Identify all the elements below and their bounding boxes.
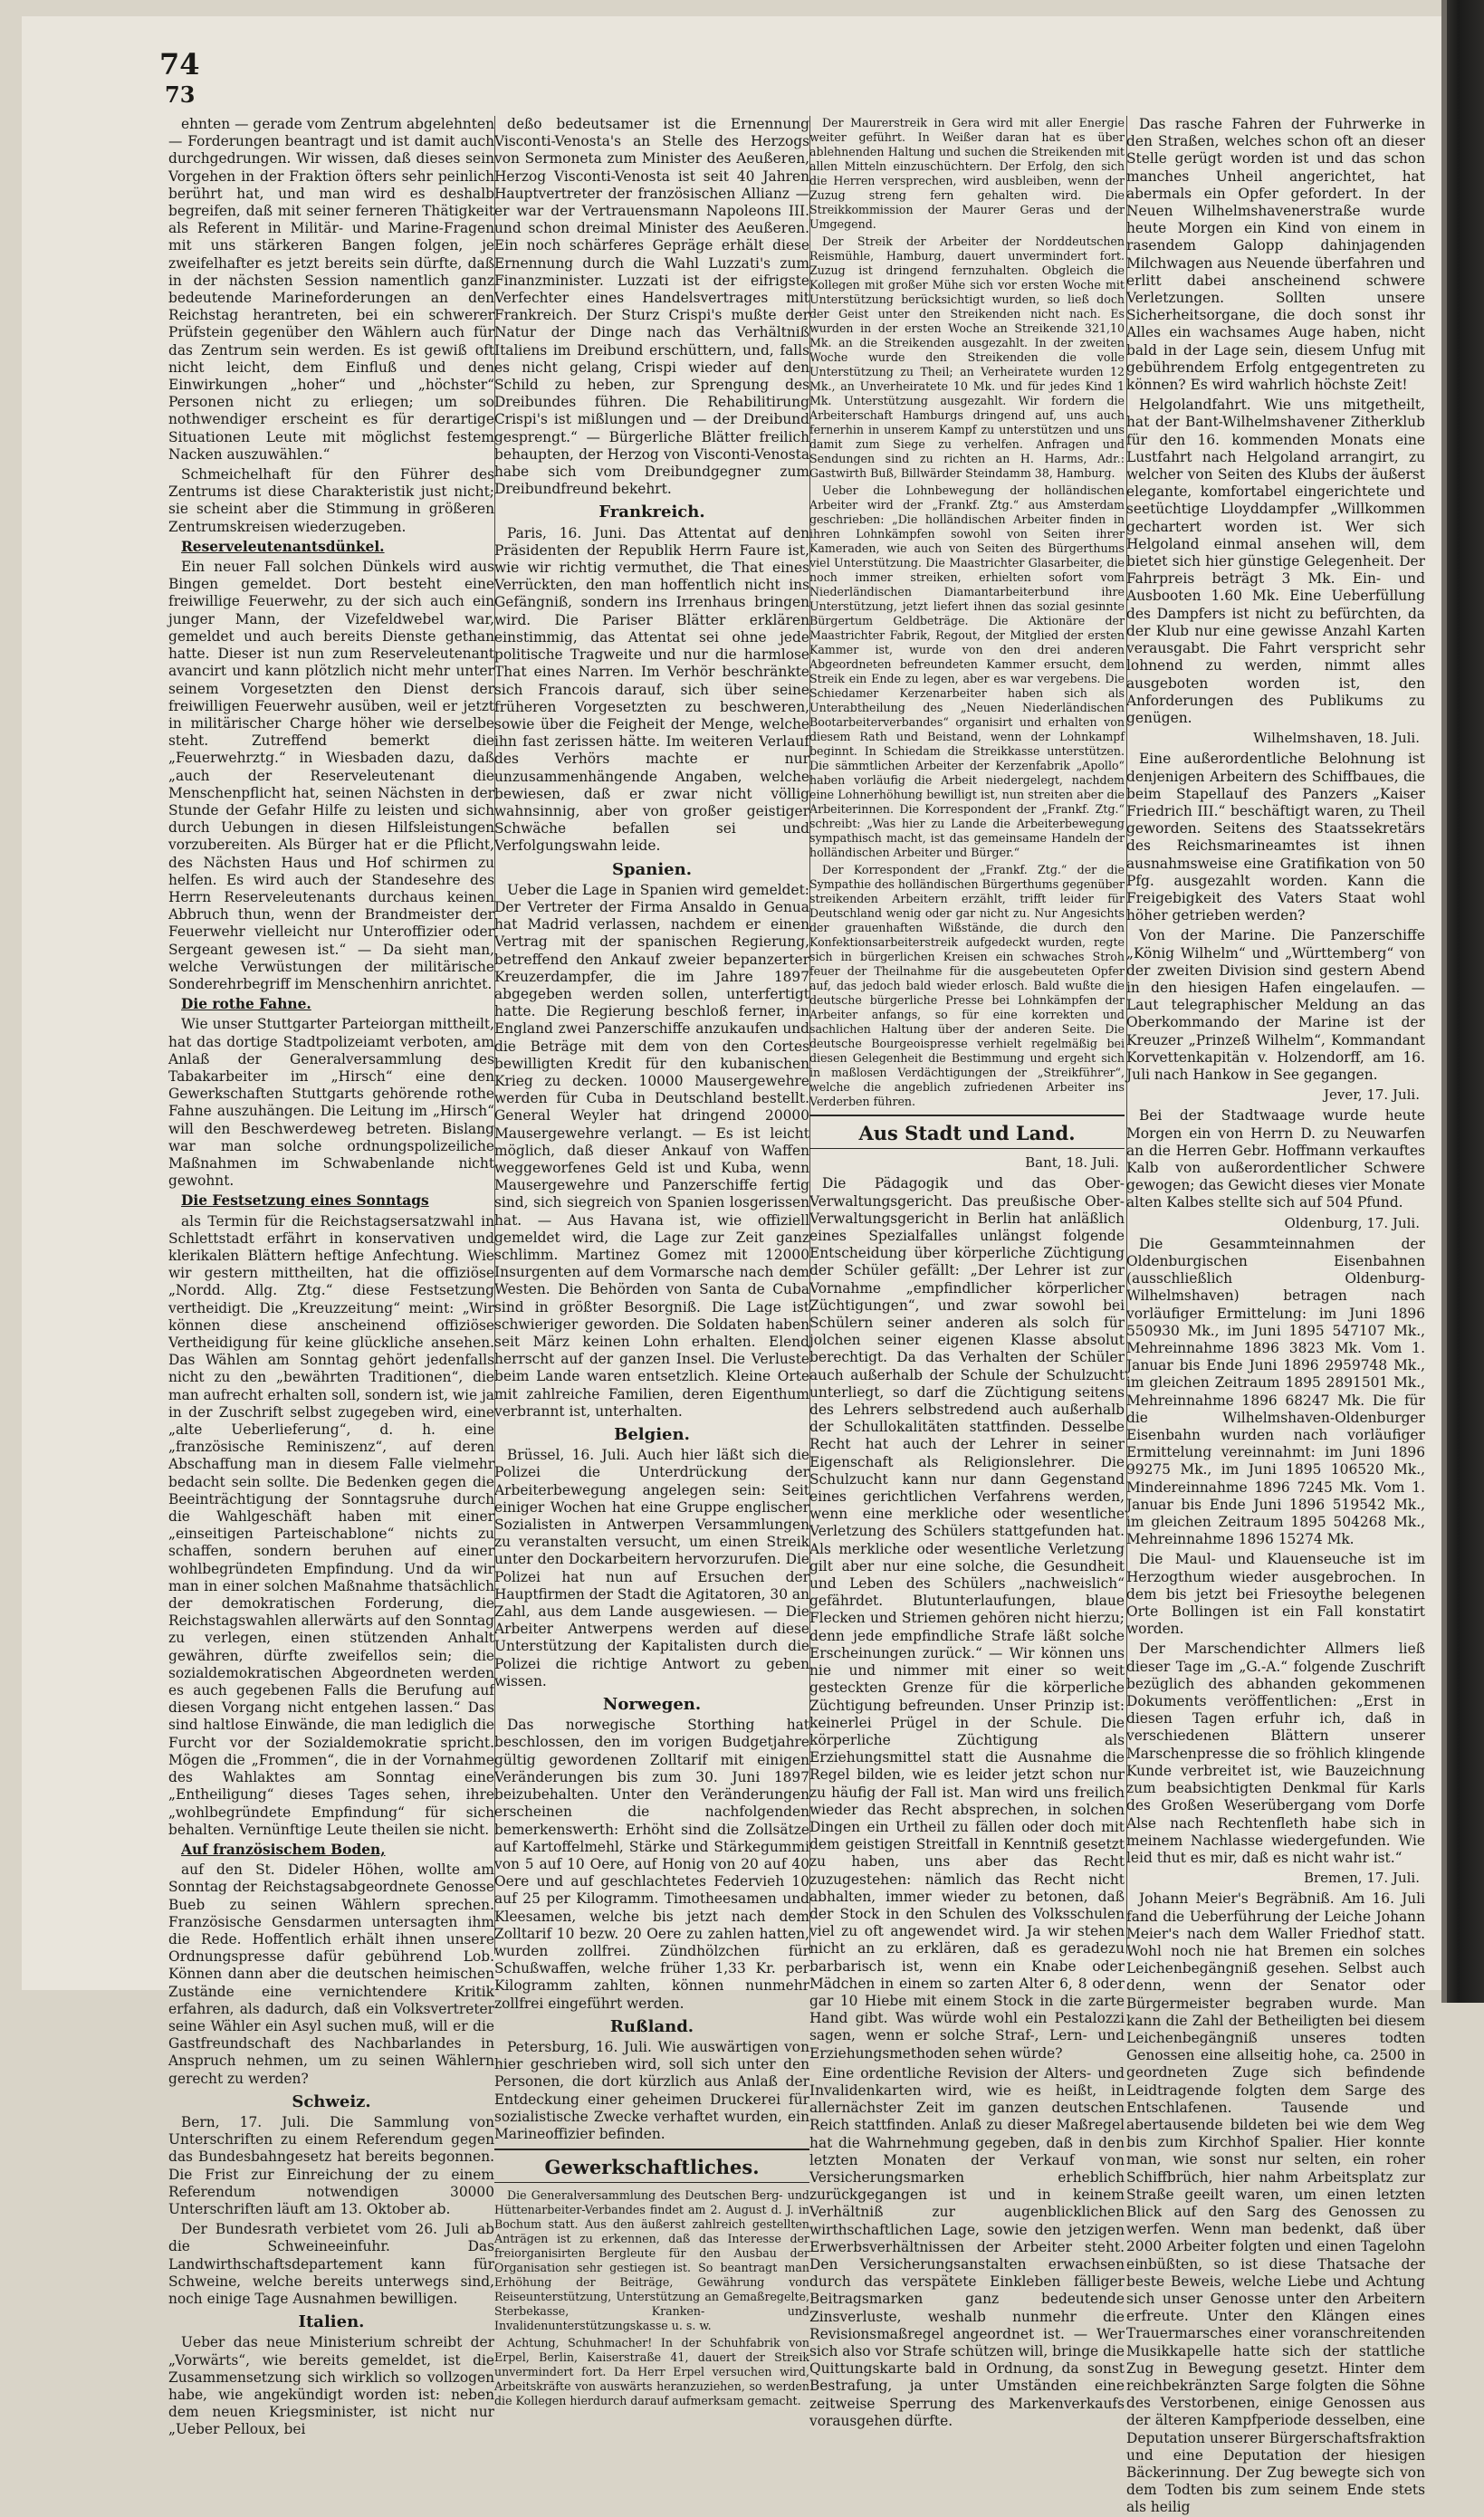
headline-fahne: Die rothe Fahne. xyxy=(181,996,311,1013)
paragraph: Die Gesammteinnahmen der Oldenburgischen Eisenbahnen (ausschließlich Oldenburg-Wilhelmshaven) betragen nach vorläufiger Ermittelung: im Juni 1896 550930 Mk., im Juni 1895 547107 Mk., Mehreinnahme 1896 3823 Mk. Vom 1. Januar bis Ende Juni 1896 2959748 Mk., im gleichen Zeitraum 1895 2891501 Mk., Mehreinnahme 1896 68247 Mk. Die für die Wilhelmshaven-Oldenburger Eisenbahn wurden nach vorläufiger Ermittelung vereinnahmt: im Juni 1896 99275 Mk., im Juni 1895 106520 Mk., Mindereinnahme 1896 7245 Mk. Vom 1. Januar bis Ende Juni 1896 519542 Mk., im gleichen Zeitraum 1895 504268 Mk., Mehreinnahme 1896 15274 Mk. xyxy=(1126,1235,1425,1548)
section-heading-norwegen: Norwegen. xyxy=(602,1695,702,1715)
paragraph: Bern, 17. Juli. Die Sammlung von Unterschriften zu einem Referendum gegen das Bundesbahngesetz hat bereits begonnen. Die Frist zur Einreichung der zu einem Referendum notwendigen 30000 Unterschriften läuft am 13. Oktober ab. xyxy=(168,2113,494,2217)
paragraph-small: Der Streik der Arbeiter der Norddeutschen Reismühle, Hamburg, dauert unvermindert fort. Zuzug ist dringend fernzuhalten. Obgleich die Kollegen mit großer Mühe sich vor ersten Woche mit Unterstützung berücksichtigt wurden, so ließ doch der Geist unter den Streikenden nicht nach. Es wurden in der ersten Woche an Streikende 321,10 Mk. an die Streikenden ausgezahlt. In der zweiten Woche wurde den Streikenden die volle Unterstützung zu Theil; an Verheiratete wurden 12 Mk., an Unverheiratete 10 Mk. und für jedes Kind 1 Mk. Unterstützung ausgezahlt. Wir fordern die Arbeiterschaft Hamburgs dringend auf, uns auch fernerhin in unserem Kampf zu unterstützen und uns damit zum Siege zu verhelfen. Anfragen und Sendungen sind zu richten an H. Harms, Adr.: Gastwirth Buß, Billwärder Steindamm 38, Hamburg. xyxy=(809,234,1125,480)
paragraph: Der Marschendichter Allmers ließ dieser Tage im „G.-A.“ folgende Zuschrift bezüglich des abhanden gekommenen Dokuments veröffentlichen: „Erst in diesen Tagen erfuhr ich, daß in verschiedenen Blättern unserer Marschenpresse die so fröhlich klingende Kunde verbreitet ist, wie Bauzeichnung zum beabsichtigten Denkmal für Karls des Großen Weserübergang vom Dorfe Alse nach Rechtenfleth habe sich in meinem Nachlasse wiedergefunden. Wie leid thut es mir, daß es nicht wahr ist.“ xyxy=(1126,1641,1425,1866)
paragraph: Brüssel, 16. Juli. Auch hier läßt sich die Polizei die Unterdrückung der Arbeiterbewegung angelegen sein: Seit einiger Wochen hat eine Gruppe englischer Sozialisten in Antwerpen Versammlungen zu veranstalten versucht, um einen Streik unter den Dockarbeitern hervorzurufen. Die Polizei hat nun auf Ersuchen der Hauptfirmen der Stadt die Agitatoren, 30 an Zahl, aus dem Lande ausgewiesen. — Die Arbeiter Antwerpens werden auf diese Unterstützung der Kapitalisten durch die Polizei die richtige Antwort zu geben wissen. xyxy=(494,1447,809,1689)
column-2 xyxy=(494,116,809,2408)
paragraph: Die Maul- und Klauenseuche ist im Herzogthum wieder ausgebrochen. In dem bis jetzt bei Friesoythe belegenen Orte Bollingen ist ein Fall konstatirt worden. xyxy=(1126,1551,1425,1638)
paragraph: Der Bundesrath verbietet vom 26. Juli ab die Schweineeinfuhr. Das Landwirthschaftsdepartement kann für Schweine, welche bereits unterwegs sind, noch einige Tage Ausnahmen bewilligen. xyxy=(168,2221,494,2307)
headline-boden: Auf französischem Boden, xyxy=(181,1841,386,1858)
section-heading-schweiz: Schweiz. xyxy=(292,2091,371,2111)
paragraph: Das norwegische Storthing hat beschlossen, den im vorigen Budgetjahre gültig gewordenen Zolltarif mit einigen Veränderungen bis zum 30. Juni 1897 beizubehalten. Unter den Veränderungen erscheinen die nachfolgenden bemerkenswerth: Erhöht sind die Zollsätze auf Kartoffelmehl, Stärke und Stärkegummi von 5 auf 10 Oere, auf Honig von 20 auf 40 Oere und auf geschlachtetes Federvieh 10 auf 25 per Kilogramm. Timotheesamen und Kleesamen, welche bis jetzt nach dem Zolltarif 10 bezw. 20 Oere zu zahlen hatten, wurden zollfrei. Zündhölzchen für Schußwaffen, welche früher 1,33 Kr. per Kilogramm zahlten, können nunmehr zollfrei eingeführt werden. xyxy=(494,1717,809,2012)
paragraph: auf den St. Dideler Höhen, wollte am Sonntag der Reichstagsabgeordnete Genosse Bueb zu seinen Wählern sprechen. Französische Gensdarmen untersagten ihm die Rede. Hoffentlich erhält ihnen unsere Ordnungspresse dafür gebührend Lob. Können dann aber die deutschen heimischen Zustände eine vernichtendere Kritik erfahren, als dadurch, daß ein Volksvertreter seine Wähler ein Asyl suchen muß, will er die Gastfreundschaft des Nachbarlandes in Anspruch nehmen, um zu seinen Wählern gerecht zu werden? xyxy=(168,1861,494,2087)
headline-sonntag: Die Festsetzung eines Sonntags xyxy=(181,1192,429,1210)
paragraph: ehnten — gerade vom Zentrum abgelehnten — Forderungen beantragt und ist damit auch durchgedrungen. Wir wissen, daß dieses sein Vorgehen in der Fraktion öfters sehr peinlich berührt hat, und man wird es deshalb begreifen, daß mit seiner ferneren Thätigkeit als Referent in Militär- und Marine-Fragen mit uns stärkeren Bangen folgen, je zweifelhafter es jetzt bereits sein dürfte, daß in der nächsten Session namentlich ganz bedeutende Marineforderungen an den Reichstag herantreten, bei ein schwerer Prüfstein gegenüber den Wählern auch für das Zentrum sein werden. Es ist gewiß oft nicht leicht, dem Einfluß und den Einwirkungen „hoher“ und „höchster“ Personen nicht zu erliegen; um so nothwendiger erscheint es für derartige Situationen Leute mit möglichst festem Nacken auszuwählen.“ xyxy=(168,116,494,463)
column-1 xyxy=(168,116,494,2438)
section-heading-italien: Italien. xyxy=(298,2312,365,2332)
paragraph: Paris, 16. Juni. Das Attentat auf den Präsidenten der Republik Herrn Faure ist, wie wir richtig vermuthet, die That eines Verrückten, den man hoffentlich nicht ins Gefängniß, sondern ins Irrenhaus bringen wird. Die Pariser Blätter erklären einstimmig, das Attentat sei ohne jede politische Tragweite und nur die harmlose That eines Narren. Im Verhör beschränkte sich Francois darauf, sich über seine früheren Vorgesetzten zu beschweren, sowie über die Feigheit der Menge, welche ihn fast zerissen hätte. Im weiteren Verlauf des Verhörs machte er nur unzusammenhängende Angaben, welche bewiesen, daß er zwar nicht völlig wahnsinnig, aber von großer geistiger Schwäche befallen sei und Verfolgungswahn leide. xyxy=(494,524,809,855)
section-heading-frankreich: Frankreich. xyxy=(598,502,705,522)
paragraph: Johann Meier's Begräbniß. Am 16. Juli fand die Ueberführung der Leiche Johann Meier's nach dem Waller Friedhof statt. Wohl noch nie hat Bremen ein solches Leichenbegängniß gesehen. Selbst auch denn, wenn der Senator oder Bürgermeister begraben wurde. Man kann die Zahl der Betheiligten bei diesem Leichenbegängniß unseres todten Genossen eine allseitig hohe, ca. 2500 in geordneten Zuge sich befindende Leidtragende folgten dem Sarge des Entschlafenen. Tausende und abertausende bildeten bei wie dem Weg bis zum Kirchhof Spalier. Hier konnte man, wie sonst nur selten, ein roher Schiffbrüch, hier nahm Arbeitsplatz zur Straße geeilt waren, um einen letzten Blick auf den Sarg des Genossen zu werfen. Wenn man bedenkt, daß über 2000 Arbeiter folgten und einen Tagelohn einbüßten, so ist diese Thatsache der beste Beweis, welche Liebe und Achtung sich unser Genosse unter den Arbeitern erfreute. Unter den Klängen eines Trauermarsches einer voranschreitenden Musikkapelle hatte sich der stattliche Zug in Bewegung gesetzt. Hinter dem reichbekränzten Sarge folgten die Söhne des Verstorbenen, einige Genossen aus der älteren Kampfperiode desselben, eine Deputation unserer Bürgerschaftsfraktion und eine Deputation der hiesigen Bäckerinnung. Der Zug bewegte sich von dem Todten bis zum seinem Ende stets als heilig xyxy=(1126,1890,1425,2516)
page-number-struck: 73 xyxy=(165,81,196,108)
paragraph: Ueber das neue Ministerium schreibt der „Vorwärts“, wie bereits gemeldet, ist die Zusammensetzung sich wirklich so vollzogen habe, wie angekündigt worden ist: neben dem neuen Kriegsminister, ist nicht nur „Ueber Pelloux, bei xyxy=(168,2334,494,2438)
paragraph-small: Ueber die Lohnbewegung der holländischen Arbeiter wird der „Frankf. Ztg.“ aus Amsterdam geschrieben: „Die holländischen Arbeiter finden in ihren Lohnkämpfen sowohl von Seiten ihrer Kameraden, wie auch von Seiten des Bürgerthums viel Unterstützung. Die Maastrichter Glasarbeiter, die noch immer streiken, erhielten sofort vom Niederländischen Diamantarbeiterbund ihre Unterstützung, jetzt liefert ihnen das sozial gesinnte Bürgertum Geldbeträge. Die Aktionäre der Maastrichter Fabrik, Regout, der Mitglied der ersten Kammer ist, wurde von den drei anderen Abgeordneten befreundeten Kammer ersucht, dem Streik ein Ende zu legen, aber es war vergebens. Die Schiedamer Kerzenarbeiter haben sich als Unterabtheilung des „Neuen Niederländischen Bootarbeiterverbandes“ organisirt und erhalten von diesem Rath und Beistand, wenn der Lohnkampf beginnt. In Schiedam die Streikkasse unterstützen. Die sämmtlichen Arbeiter der Kerzenfabrik „Apollo“ haben vorläufig die Arbeit niedergelegt, nachdem eine Lohnerhöhung bewilligt ist, nun streiten aber die Arbeiterinnen. Die Korrespondent der „Frankf. Ztg.“ schreibt: „Was hier zu Lande die Arbeiterbewegung sympathisch macht, ist das gemeinsame Handeln der holländischen Arbeiter und Bürger.“ xyxy=(809,483,1125,859)
dateline: Jever, 17. Juli. xyxy=(1324,1086,1420,1104)
paragraph: Das rasche Fahren der Fuhrwerke in den Straßen, welches schon oft an dieser Stelle gerügt worden ist und das schon manches Unheil angerichtet, hat abermals ein Opfer gefordert. In der Neuen Wilhelmshavenerstraße wurde heute Morgen ein Kind von einem in rasendem Galopp dahinjagenden Milchwagen aus Neuende überfahren und erlitt dabei anscheinend schwere Verletzungen. Sollten unsere Sicherheitsorgane, die doch sonst ihr Alles ein wachsames Auge haben, nicht bald in der Lage sein, diesem Unfug mit gebührendem Erfolg entgegentreten zu können? Es wird wahrlich höchste Zeit! xyxy=(1126,116,1425,394)
paragraph: Schmeichelhaft für den Führer des Zentrums ist diese Charakteristik just nicht; sie scheint aber die Stimmung in größeren Zentrumskreisen wiederzugeben. xyxy=(168,466,494,535)
paragraph-small: Der Maurerstreik in Gera wird mit aller Energie weiter geführt. In Weißer daran hat es über ablehnenden Haltung und suchen die Streikenden mit allen Mitteln einzuschüchtern. Der Erfolg, den sich die Herren versprechen, wird ausbleiben, wenn der Zuzug streng fern gehalten wird. Die Streikkommission der Maurer Geras und der Umgegend. xyxy=(809,116,1125,231)
newspaper-page xyxy=(22,16,1441,2516)
section-heading-russland: Rußland. xyxy=(609,2016,694,2036)
dateline: Wilhelmshaven, 18. Juli. xyxy=(1253,730,1420,747)
column-4 xyxy=(1126,116,1425,2516)
paragraph: Bei der Stadtwaage wurde heute Morgen ein von Herrn D. zu Neuwarfen an die Herren Gebr. Hoffmann verkauftes Kalb von außerordentlicher Schwere gewogen; das Gewicht dieses vier Monate alten Kalbes stellte sich auf 504 Pfund. xyxy=(1126,1107,1425,1211)
paragraph-small: Der Korrespondent der „Frankf. Ztg.“ der die Sympathie des holländischen Bürgerthums gegenüber streikenden Arbeitern erzählt, trifft leider für Deutschland wenig oder gar nicht zu. Nur Angesichts der grauenhaften Wißstände, die durch den Konfektionsarbeiterstreik aufgedeckt wurden, regte sich in bürgerlichen Kreisen ein schwaches Stroh feuer der Theilnahme für die ausgebeuteten Opfer auf, das jedoch bald wieder erlosch. Bald wußte die deutsche bürgerliche Presse bei Lohnkämpfen der Arbeiter anfangs, so für eine korrekten und sachlichen Haltung über der anderen Seite. Die deutsche Bourgeoispresse verhielt regelmäßig bei diesen Gelegenheit die Bestimmung und ergeht sich in maßlosen Verdächtigungen der „Streikführer“, welche die angeblich zufriedenen Arbeiter ins Verderben führen. xyxy=(809,863,1125,1108)
paragraph: Ein neuer Fall solchen Dünkels wird aus Bingen gemeldet. Dort besteht eine freiwillige Feuerwehr, zu der sich auch ein junger Mann, der Vizefeldwebel war, gemeldet und auch bereits Dienste gethan hatte. Dieser ist nun zum Reserveleutenant avancirt und kann plötzlich nicht mehr unter seinem Vorgesetzten den Dienst der freiwilligen Feuerwehr ausüben, weil er jetzt in militärischer Charge höher wie derselbe steht. Zutreffend bemerkt die „Feuerwehrztg.“ in Wiesbaden dazu, daß „auch der Reserveleutenant die Menschenpflicht hat, seinen Nächsten in der Stunde der Gefahr Hilfe zu leisten und sich durch Uebungen in diesen Hilfsleistungen vorzubereiten. Als Bürger hat er die Pflicht, des Nächsten Haus und Hof schirmen zu helfen. Es wird auch der Standesehre des Herrn Reserveleutenants durchaus keinen Abbruch thun, wenn der Brandmeister der Feuerwehr vielleicht nur Unteroffizier oder Sergeant gewesen ist.“ — Da sieht man, welche Verwüstungen der militärische Sonderehrbegriff im Menschenhirn anrichtet. xyxy=(168,559,494,992)
dateline: Bant, 18. Juli. xyxy=(1025,1154,1119,1172)
dateline: Oldenburg, 17. Juli. xyxy=(1284,1214,1420,1231)
paragraph: als Termin für die Reichstagsersatzwahl in Schlettstadt erfährt in konservativen und klerikalen Blättern heftige Anfechtung. Wie wir gestern mittheilten, hat die offiziöse „Nordd. Allg. Ztg.“ diese Festsetzung vertheidigt. Die „Kreuzzeitung“ meint: „Wir können diese anscheinend offiziöse Vertheidigung für keine glückliche ansehen. Das Wählen am Sonntag gehört jedenfalls nicht zu den „bewährten Traditionen“, die man aufrecht erhalten soll, sondern ist, wie ja in der Zuschrift selbst zugegeben wird, eine „alte Ueberlieferung“, d. h. eine „französische Reminiszenz“, auf deren Abschaffung man in diesem Falle vielmehr bedacht sein sollte. Die Bedenken gegen die Beeinträchtigung der Sonntagsruhe durch die Wahlgeschäft haben mit einer „einseitigen Parteischablone“ nichts zu schaffen, sondern beruhen auf einer wohlbegründeten Empfindung. Und da wir man in einer solchen Maßnahme thatsächlich der demokratischen Forderung, die Reichstagswahlen allerwärts auf den Sonntag zu verlegen, einen stützenden Anhalt gewähren, dürfte zweifellos sein; die sozialdemokratischen Abgeordneten werden es auch gegebenen Falls die Berufung auf diesen Vorgang nicht entgehen lassen.“ Das sind haltlose Einwände, die man lediglich die Furcht vor der Sozialdemokratie spricht. Mögen die „Frommen“, die in der Vornahme des Wahlaktes am Sonntag eine „Entheiligung“ dieses Tages sehen, ihre „wohlbegründete Empfindung“ für sich behalten. Vernünftige Leute theilen sie nicht. xyxy=(168,1212,494,1838)
section-heading-stadt-und-land: Aus Stadt und Land. xyxy=(858,1122,1076,1144)
book-binding xyxy=(1441,0,1484,2003)
paragraph: Eine ordentliche Revision der Alters- und Invalidenkarten wird, wie es heißt, in allernächster Zeit im ganzen deutschen Reich stattfinden. Anlaß zu dieser Maßregel hat die Wahrnehmung gegeben, daß in den letzten Monaten der Verkauf von Versicherungsmarken erheblich zurückgegangen ist und in keinem Verhältniß zur augenblicklichen wirthschaftlichen Lage, sowie den jetzigen Erwerbsverhältnissen der Arbeiter steht. Den Versicherungsanstalten erwachsen durch das verspätete Einkleben fälliger Beitragsmarken ganz bedeutende Zinsverluste, weshalb nunmehr die Revisionsmaßregel angeordnet ist. — Wer sich also vor Strafe schützen will, bringe die Quittungskarte bald in Ordnung, da sonst Bestrafung, ja unter Umständen eine zeitweise Sperrung des Markenverkaufs vorausgehen dürfte. xyxy=(809,2064,1125,2429)
paragraph: Ueber die Lage in Spanien wird gemeldet: Der Vertreter der Firma Ansaldo in Genua hat Madrid verlassen, nachdem er einen Vertrag mit der spanischen Regierung, betreffend den Ankauf zweier bepanzerter Kreuzerdampfer, die im Jahre 1897 abgegeben werden sollen, unterfertigt hatte. Die Regierung beschloß ferner, in England zwei Panzerschiffe anzukaufen und die Beträge mit dem von den Cortes bewilligten Kredit für den kubanischen Krieg zu decken. 10000 Mausergewehre werden für Cuba in Deutschland bestellt. General Weyler hat dringend 20000 Mausergewehre verlangt. — Es ist leicht möglich, daß dieser Ankauf von Waffen weggeworfenes Geld ist und Kuba, wenn Mausergewehre und Panzerschiffe fertig sind, sich siegreich von Spanien losgerissen hat. — Aus Havana ist, wie offiziell gemeldet wird, die Lage zur Zeit ganz schlimm. Martinez Gomez mit 12000 Insurgenten auf dem Vormarsche nach dem Westen. Die Behörden von Santa de Cuba sind in größter Besorgniß. Die Lage ist schwieriger geworden. Die Soldaten haben seit März keinen Lohn erhalten. Elend herrscht auf der ganzen Insel. Die Verluste beim Lande waren entsetzlich. Kleine Orte mit zahlreiche Familien, deren Eigenthum verbrannt ist, unterhalten. xyxy=(494,881,809,1420)
page-number: 74 xyxy=(159,47,200,81)
column-3 xyxy=(809,116,1125,2429)
paragraph-small: Achtung, Schuhmacher! In der Schuhfabrik von Erpel, Berlin, Kaiserstraße 41, dauert der Streik unvermindert fort. Da Herr Erpel versuchen wird, Arbeitskräfte von auswärts heranzuziehen, so werden die Kollegen hierdurch darauf aufmerksam gemacht. xyxy=(494,2336,809,2408)
paragraph: Eine außerordentliche Belohnung ist denjenigen Arbeitern des Schiffbaues, die beim Stapellauf des Panzers „Kaiser Friedrich III.“ beschäftigt waren, zu Theil geworden. Seitens des Staatssekretärs des Reichsmarineamtes ist ihnen ausnahmsweise eine Gratifikation von 50 Pfg. ausgezahlt worden. Kann die Freigebigkeit des Vaters Staat wohl höher getrieben werden? xyxy=(1126,751,1425,924)
paragraph: Von der Marine. Die Panzerschiffe „König Wilhelm“ und „Württemberg“ von der zweiten Division sind gestern Abend in den hiesigen Hafen eingelaufen. — Laut telegraphischer Meldung an das Oberkommando der Marine ist der Kreuzer „Prinzeß Wilhelm“, Kommandant Korvettenkapitän v. Holzendorff, am 16. Juli nach Hankow in See gegangen. xyxy=(1126,927,1425,1083)
headline-reserve: Reserveleutenantsdünkel. xyxy=(181,538,385,555)
section-heading-gewerkschaftliches: Gewerkschaftliches. xyxy=(544,2156,760,2179)
paragraph-small: Die Generalversammlung des Deutschen Berg- und Hüttenarbeiter-Verbandes findet am 2. August d. J. in Bochum statt. Aus den äußerst zahlreich gestellten Anträgen ist zu erkennen, daß das Interesse der freiorganisirten Bergleute für den Ausbau der Organisation sehr gestiegen ist. So beantragt man Erhöhung der Beiträge, Gewährung von Reiseunterstützung, Unterstützung an Gemaßregelte, Sterbekasse, Kranken- und Invalidenunterstützungskasse u. s. w. xyxy=(494,2188,809,2333)
paragraph: deßo bedeutsamer ist die Ernennung Visconti-Venosta's an Stelle des Herzogs von Sermoneta zum Minister des Aeußeren, Herzog Visconti-Venosta ist seit 40 Jahren Hauptvertreter der französischen Allianz — er war der Vertrauensmann Napoleons III. und schon dreimal Minister des Aeußeren. Ein noch schärferes Gepräge erhält diese Ernennung durch die Wahl Luzzati's zum Finanzminister. Luzzati ist der eifrigste Verfechter eines Handelsvertrages mit Frankreich. Der Sturz Crispi's mußte der Natur der Dinge nach das Verhältniß Italiens im Dreibund erschüttern, und, falls es nicht gelang, Crispi wieder auf den Schild zu heben, zur Sprengung des Dreibundes führen. Die Rehabilitirung Crispi's ist mißlungen und — der Dreibund gesprengt.“ — Bürgerliche Blätter freilich behaupten, der Herzog von Visconti-Venosta habe sich vom Dreibundgegner zum Dreibundfreund bekehrt. xyxy=(494,116,809,498)
paragraph: Helgolandfahrt. Wie uns mitgetheilt, hat der Bant-Wilhelmshavener Zitherklub für den 16. kommenden Monats eine Lustfahrt nach Helgoland arrangirt, zu welcher von Seiten des Klubs der äußerst elegante, komfortabel eingerichtete und seetüchtige Lloyddampfer „Willkommen gechartert worden ist. Wer sich Helgoland einmal ansehen will, dem bietet sich hier günstige Gelegenheit. Der Fahrpreis beträgt 3 Mk. Ein- und Ausbooten 1.60 Mk. Eine Ueberfüllung des Dampfers ist nicht zu befürchten, da der Klub nur eine gewisse Anzahl Karten verausgabt. Die Fahrt verspricht sehr lohnend zu werden, nimmt alles ausgeboten worden ist, den Anforderungen des Publikums zu genügen. xyxy=(1126,397,1425,726)
paragraph: Wie unser Stuttgarter Parteiorgan mittheilt, hat das dortige Stadtpolizeiamt verboten, am Anlaß der Generalversammlung des Tabakarbeiter im „Hirsch“ eine den Gewerkschaften Stuttgarts gehörende rothe Fahne auszuhängen. Die Leitung im „Hirsch“ will den Beschwerdeweg betreten. Bislang war man solche ordnungspolizeiliche Maßnahmen im Schwabenlande nicht gewohnt. xyxy=(168,1016,494,1190)
paragraph: Petersburg, 16. Juli. Wie auswärtigen von hier geschrieben wird, soll sich unter den Personen, die dort kürzlich aus Anlaß der Entdeckung einer geheimen Druckerei für sozialistische Zwecke verhaftet wurden, ein Marineoffizier befinden. xyxy=(494,2038,809,2142)
dateline: Bremen, 17. Juli. xyxy=(1303,1870,1420,1887)
section-heading-belgien: Belgien. xyxy=(614,1425,690,1445)
section-heading-spanien: Spanien. xyxy=(612,859,692,879)
paragraph: Die Pädagogik und das Ober-Verwaltungsgericht. Das preußische Ober-Verwaltungsgericht in Berlin hat anläßlich eines Spezialfalles unlängst folgende Entscheidung über körperliche Züchtigung der Schüler gefällt: „Der Lehrer ist zur Vornahme „empfindlicher körperlicher Züchtigungen“, und zwar sowohl bei Schülern seiner anderen als solch für jolchen seiner eigenen Klasse absolut berechtigt. Da das Verhalten der Schüler auch außerhalb der Schule der Schulzucht unterliegt, so darf die Züchtigung seitens des Lehrers selbstredend auch außerhalb der Schullokalitäten stattfinden. Desselbe Recht hat auch der Lehrer in seiner Eigenschaft als Religionslehrer. Die Schulzucht kann nur dann Gegenstand eines gerichtlichen Verfahrens werden, wenn eine merkliche oder wesentliche Verletzung des Schülers stattgefunden hat. Als merkliche oder wesentliche Verletzung gilt aber nur eine solche, die Gesundheit und Leben des Schülers „nachweislich“ gefährdet. Blutunterlaufungen, blaue Flecken und Striemen gehören nicht hierzu; denn jede empfindliche Strafe läßt solche Erscheinungen zurück.“ — Wir können uns nie und nimmer mit einer so weit gesteckten Grenze für die körperliche Züchtigung befreunden. Unser Prinzip ist: keinerlei Prügel in der Schule. Die körperliche Züchtigung als Erziehungsmittel statt die Ausnahme die Regel bilden, wie es leider jetzt schon nur zu häufig der Fall ist. Man wird uns freilich wieder das Recht absprechen, in solchen Dingen ein Urtheil zu fällen oder doch mit dem geistigen Streitfall in Kenntniß gesetzt zu haben, uns aber das Recht zuzugestehen: nämlich das Recht nicht abhalten, immer wieder zu betonen, daß der Stock in den Schulen des Volksschulen viel zu oft angewendet wird. Ja wir stehen nicht an zu erklären, daß es geradezu barbarisch ist, wenn ein Knabe oder Mädchen in einem so zarten Alter 6, 8 oder gar 10 Hiebe mit einem Stock in die zarte Hand gibt. Was würde wohl ein Pestalozzi sagen, wenn er solche Straf-, Lern- und Erziehungsmethoden sehen würde? xyxy=(809,1175,1125,2062)
